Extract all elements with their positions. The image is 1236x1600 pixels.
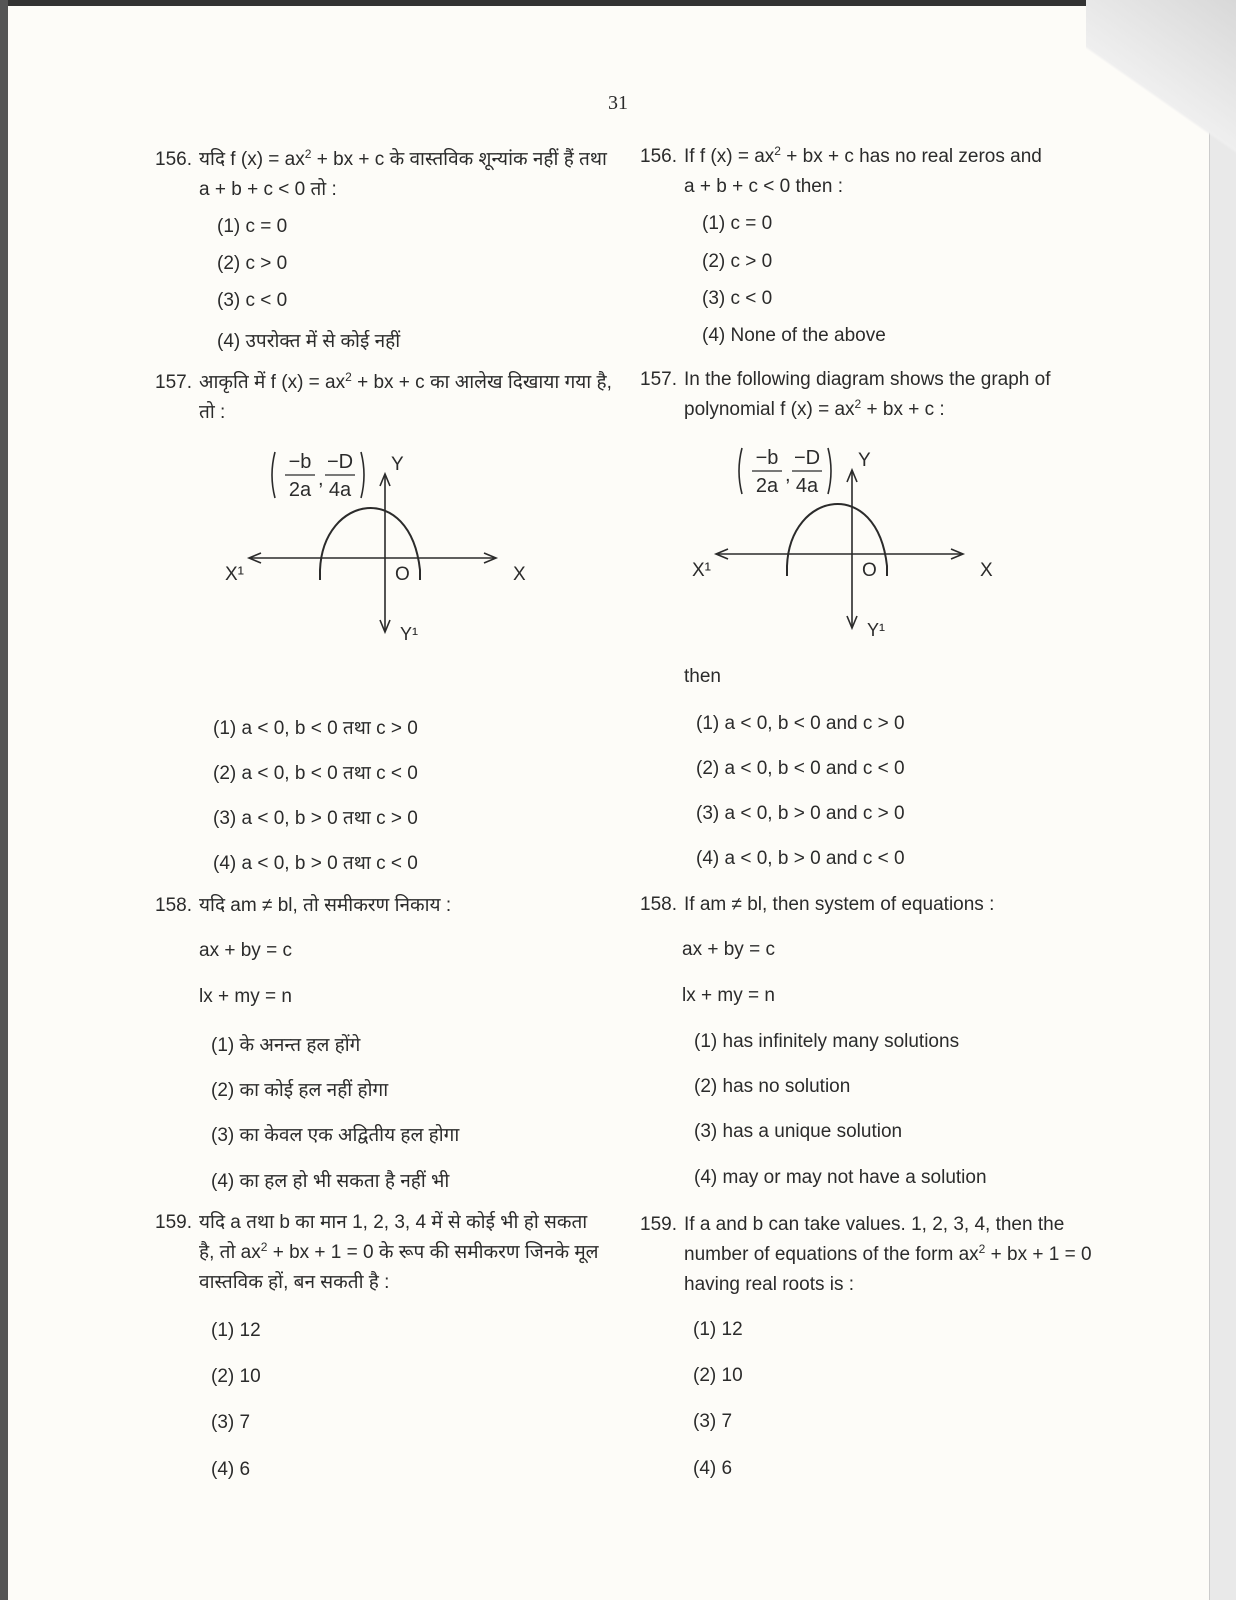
option-4[interactable]: (4) का हल हो भी सकता है नहीं भी [211, 1171, 450, 1192]
x-axis-label: X [980, 560, 993, 581]
vertex-denominator-1: 2a [288, 479, 312, 501]
page-number: 31 [608, 92, 628, 114]
question-text: आकृति में f $(x) = ax^2$ + bx + c का आलेख दिखाया गया है, तो : [199, 370, 612, 423]
y-prime-label: Y¹ [400, 624, 418, 644]
question-157-english [640, 365, 1110, 425]
option-4[interactable]: (4) None of the above [702, 325, 886, 346]
question-number: 159. [155, 1212, 192, 1233]
option-1[interactable]: (1) के अनन्त हल होंगे [211, 1035, 361, 1056]
origin-label: O [395, 564, 410, 585]
question-number: 158. [640, 894, 677, 915]
vertex-separator: , [785, 464, 791, 486]
bracket-right [361, 452, 364, 498]
option-2[interactable]: (2) का कोई हल नहीं होगा [211, 1080, 389, 1101]
vertex-separator: , [318, 468, 324, 490]
option-3[interactable]: (3) a < 0, b > 0 and c > 0 [696, 803, 905, 824]
option-3[interactable]: (3) 7 [693, 1411, 733, 1432]
question-157-hindi [155, 368, 615, 428]
question-text: If am ≠ bl, then system of equations : [684, 894, 995, 915]
option-4[interactable]: (4) may or may not have a solution [694, 1167, 987, 1188]
option-1[interactable]: (1) c = 0 [702, 213, 773, 234]
x-prime-label: X¹ [692, 560, 711, 581]
option-1[interactable]: (1) has infinitely many solutions [694, 1031, 960, 1052]
option-2[interactable]: (2) c > 0 [217, 253, 288, 274]
vertex-numerator-1: −b [288, 451, 312, 473]
question-text: यदि a तथा b का मान 1, 2, 3, 4 में से कोई भी हो सकता है, तो $ax^2$ + bx + 1 = 0 के रूप की समीकरण जिनके मूल वास्तविक हों, बन सकती है : [199, 1212, 599, 1293]
vertex-denominator-2: 4a [328, 479, 352, 501]
y-prime-label: Y¹ [867, 620, 885, 640]
option-3[interactable]: (3) a < 0, b > 0 तथा c > 0 [213, 808, 418, 829]
option-2[interactable]: (2) c > 0 [702, 251, 773, 272]
question-number: 157. [640, 369, 677, 390]
page-edge-left [0, 0, 8, 1600]
x-axis-label: X [513, 564, 526, 585]
question-158-english [640, 890, 1110, 920]
question-158-hindi [155, 891, 615, 921]
option-1[interactable]: (1) 12 [693, 1319, 743, 1340]
equation-1: ax + by = c [682, 939, 775, 960]
question-text: यदि f $(x) = ax^2$ + bx + c के वास्तविक शून्यांक नहीं हैं तथा a + b + c < 0 तो : [199, 147, 607, 200]
bracket-left [272, 452, 275, 498]
option-3[interactable]: (3) 7 [211, 1412, 251, 1433]
vertex-numerator-1: −b [755, 447, 779, 469]
question-text: If a and b can take values. 1, 2, 3, 4, then the number of equations of the form $ax^2$ + bx + 1 = 0 having real roots is : [684, 1214, 1092, 1295]
question-159-english [640, 1210, 1110, 1300]
equation-1: ax + by = c [199, 940, 292, 961]
question-text: यदि am ≠ bl, तो समीकरण निकाय : [199, 895, 452, 916]
option-4[interactable]: (4) उपरोक्त में से कोई नहीं [217, 331, 401, 352]
equation-2: lx + my = n [199, 986, 292, 1007]
question-text: If f $(x) = ax^2$ + bx + c has no real zeros and a + b + c < 0 then : [684, 144, 1042, 197]
option-4[interactable]: (4) a < 0, b > 0 and c < 0 [696, 848, 905, 869]
option-2[interactable]: (2) a < 0, b < 0 तथा c < 0 [213, 763, 418, 784]
parabola-diagram-hindi [225, 440, 525, 660]
y-axis-label: Y [858, 450, 871, 471]
then-label: then [684, 666, 721, 687]
parabola-diagram-english [692, 436, 992, 656]
option-3[interactable]: (3) c < 0 [217, 290, 288, 311]
question-number: 157. [155, 372, 192, 393]
question-159-hindi [155, 1208, 615, 1298]
bracket-right [828, 448, 831, 494]
option-3[interactable]: (3) c < 0 [702, 288, 773, 309]
question-text: In the following diagram shows the graph of polynomial f $(x) = ax^2$ + bx + c : [684, 369, 1051, 420]
equation-2: lx + my = n [682, 985, 775, 1006]
y-axis-label: Y [391, 454, 404, 475]
origin-label: O [862, 560, 877, 581]
option-4[interactable]: (4) 6 [693, 1458, 733, 1479]
option-1[interactable]: (1) 12 [211, 1320, 261, 1341]
question-number: 159. [640, 1214, 677, 1235]
option-1[interactable]: (1) c = 0 [217, 216, 288, 237]
vertex-numerator-2: −D [326, 451, 354, 473]
vertex-denominator-1: 2a [755, 475, 779, 497]
option-2[interactable]: (2) 10 [211, 1366, 261, 1387]
option-1[interactable]: (1) a < 0, b < 0 तथा c > 0 [213, 718, 418, 739]
option-2[interactable]: (2) has no solution [694, 1076, 851, 1097]
option-2[interactable]: (2) a < 0, b < 0 and c < 0 [696, 758, 905, 779]
option-4[interactable]: (4) 6 [211, 1459, 251, 1480]
vertex-denominator-2: 4a [795, 475, 819, 497]
page-edge-right [1209, 0, 1236, 1600]
option-4[interactable]: (4) a < 0, b > 0 तथा c < 0 [213, 853, 418, 874]
bracket-left [739, 448, 742, 494]
question-number: 156. [155, 149, 192, 170]
vertex-numerator-2: −D [793, 447, 821, 469]
option-3[interactable]: (3) का केवल एक अद्वितीय हल होगा [211, 1125, 460, 1146]
option-1[interactable]: (1) a < 0, b < 0 and c > 0 [696, 713, 905, 734]
option-2[interactable]: (2) 10 [693, 1365, 743, 1386]
x-prime-label: X¹ [225, 564, 244, 585]
question-number: 158. [155, 895, 192, 916]
question-156-english [640, 142, 1110, 202]
option-3[interactable]: (3) has a unique solution [694, 1121, 903, 1142]
page-edge-top [0, 0, 1236, 6]
question-156-hindi [155, 145, 615, 205]
question-number: 156. [640, 146, 677, 167]
